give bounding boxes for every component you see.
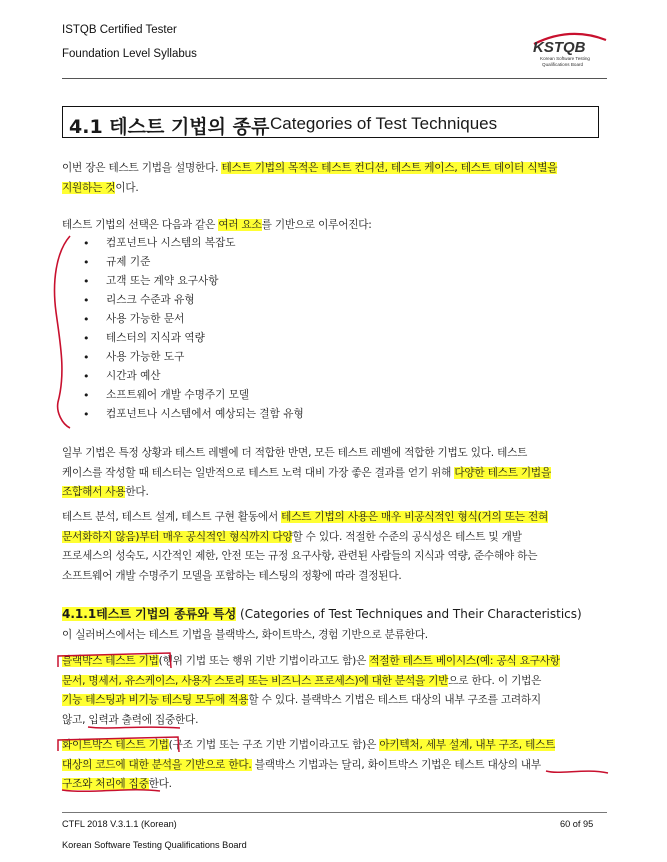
blackbox-paragraph <box>62 652 607 730</box>
list-item: • 사용 가능한 도구 <box>83 348 304 367</box>
factor-list <box>83 234 304 424</box>
list-item: • 소프트웨어 개발 수명주기 모델 <box>83 386 304 405</box>
intro-paragraph <box>62 159 607 198</box>
paragraph-3 <box>62 508 607 586</box>
list-item: • 컴포넌트나 시스템의 복잡도 <box>83 234 304 253</box>
blackbox-highlight: 적절한 테스트 베이시스(예: 공식 요구사항 <box>369 655 560 667</box>
subsection-title-ko: 테스트 기법의 종류와 특성 <box>96 607 237 621</box>
section-title-en: Categories of Test Techniques <box>270 114 498 133</box>
blackbox-term: 블랙박스 테스트 기법 <box>62 655 159 667</box>
whitebox-term: 화이트박스 테스트 기법 <box>62 739 169 751</box>
para2-highlight-2: 조합해서 사용 <box>62 486 126 498</box>
footer-org: Korean Software Testing Qualifications Board <box>62 840 247 850</box>
whitebox-paragraph <box>62 736 607 795</box>
intro-highlight: 테스트 기법의 목적은 테스트 컨디션, 테스트 케이스, 테스트 데이터 식별을 <box>221 162 558 174</box>
list-item: • 컴포넌트나 시스템에서 예상되는 결함 유형 <box>83 405 304 424</box>
paragraph-2 <box>62 444 607 503</box>
header-divider <box>62 78 607 79</box>
para3-text-2: 할 수 있다. 적절한 수준의 공식성은 테스트 및 개발 <box>292 530 522 543</box>
para3-line-3: 프로세스의 성숙도, 시간적인 제한, 안전 또는 규정 요구사항, 관련된 사람들의 지식과 역량, 준수해야 하는 <box>62 550 538 562</box>
list-item: • 리스크 수준과 유형 <box>83 291 304 310</box>
section-title-ko: 4.1 테스트 기법의 종류 <box>69 116 270 138</box>
footer-page-number: 60 of 95 <box>560 819 594 829</box>
para2-end: 한다. <box>125 486 149 498</box>
para2-text: 케이스를 작성할 때 테스터는 일반적으로 테스트 노력 대비 가장 좋은 결과를 얻기 위해 <box>62 466 455 479</box>
blackbox-highlight-2: 문서, 명세서, 유스케이스, 사용자 스토리 또는 비즈니스 프로세스)에 대한 분석을 기반 <box>62 674 449 687</box>
footer-version: CTFL 2018 V.3.1.1 (Korean) <box>62 819 177 829</box>
svg-text:KSTQB: KSTQB <box>533 39 586 56</box>
blackbox-text: (행위 기법 또는 행위 기반 기법이라고도 함)은 <box>158 655 370 667</box>
blackbox-text-2: 으로 한다. 이 기법은 <box>448 674 542 687</box>
list-item: • 시간과 예산 <box>83 367 304 386</box>
para3-highlight: 테스트 기법의 사용은 매우 비공식적인 형식(거의 또는 전혀 <box>281 511 549 523</box>
whitebox-highlight: 아키텍처, 세부 설계, 내부 구조, 테스트 <box>379 739 556 751</box>
para3-text: 테스트 분석, 테스트 설계, 테스트 구현 활동에서 <box>62 511 282 523</box>
subsection-intro: 이 실러버스에서는 테스트 기법을 블랙박스, 화이트박스, 경험 기반으로 분류한다. <box>62 629 428 641</box>
intro-text: 이번 장은 테스트 기법을 설명한다. <box>62 162 222 174</box>
blackbox-focus: 입력과 출력에 집중 <box>88 713 176 726</box>
para2-line-1: 일부 기법은 특정 상황과 테스트 레벨에 더 적합한 반면, 모든 테스트 레벨에 적합한 기법도 있다. 테스트 <box>62 447 528 459</box>
selection-lead-text: 테스트 기법의 선택은 다음과 같은 <box>62 219 219 231</box>
subsection-title-en: (Categories of Test Techniques and Their Characteristics) <box>236 607 582 621</box>
list-item: • 고객 또는 계약 요구사항 <box>83 272 304 291</box>
blackbox-highlight-3: 기능 테스팅과 비기능 테스팅 모두에 적용 <box>62 694 249 706</box>
blackbox-end: 한다. <box>175 713 199 726</box>
selection-lead-end: 를 기반으로 이루어진다: <box>261 219 372 231</box>
blackbox-text-4: 않고, <box>62 713 89 726</box>
handwritten-bracket-mark <box>48 232 78 432</box>
list-item: • 사용 가능한 문서 <box>83 310 304 329</box>
list-item: • 테스터의 지식과 역량 <box>83 329 304 348</box>
footer-divider <box>62 812 607 813</box>
subsection-number: 4.1.1 <box>62 607 97 621</box>
para3-line-4: 소프트웨어 개발 수명주기 모델을 포함하는 테스팅의 정황에 따라 결정된다. <box>62 569 402 582</box>
header-subtitle: Foundation Level Syllabus <box>62 48 197 60</box>
whitebox-text: (구조 기법 또는 구조 기반 기법이라고도 함)은 <box>168 739 380 751</box>
intro-text-end: 이다. <box>115 181 139 194</box>
para3-highlight-2: 문서화하지 않음)부터 매우 공식적인 형식까지 다양 <box>62 530 293 543</box>
selection-lead-highlight: 여러 요소 <box>218 219 262 231</box>
svg-text:Qualifications Board: Qualifications Board <box>542 62 584 67</box>
intro-highlight-2: 지원하는 것 <box>62 181 116 194</box>
selection-lead <box>62 216 607 236</box>
para2-highlight: 다양한 테스트 기법을 <box>454 466 551 479</box>
whitebox-end: 한다. <box>148 778 172 790</box>
list-item: • 규제 기준 <box>83 253 304 272</box>
whitebox-highlight-2: 대상의 코드에 대한 분석을 기반으로 한다. <box>62 758 252 771</box>
kstqb-logo-mark <box>530 30 610 70</box>
svg-text:Korean Software Testing: Korean Software Testing <box>540 56 590 61</box>
blackbox-text-3: 할 수 있다. 블랙박스 기법은 테스트 대상의 내부 구조를 고려하지 <box>248 694 541 706</box>
whitebox-text-2: 블랙박스 기법과는 달리, 화이트박스 기법은 테스트 <box>251 758 488 771</box>
kstqb-logo <box>530 30 610 70</box>
subsection-heading <box>62 605 582 622</box>
header-title: ISTQB Certified Tester <box>62 24 177 36</box>
section-title-box <box>62 106 599 138</box>
whitebox-highlight-3: 구조와 처리에 집중 <box>62 778 149 790</box>
whitebox-focus: 대상의 내부 <box>487 758 541 771</box>
